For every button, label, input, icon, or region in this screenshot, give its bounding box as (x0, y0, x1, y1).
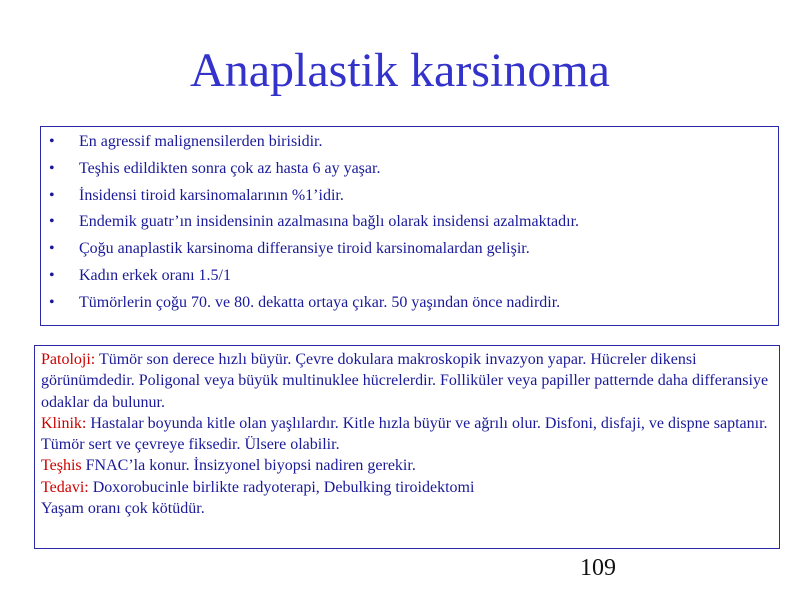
teshis-text: FNAC’la konur. İnsizyonel biyopsi nadiren gerekir. (81, 457, 416, 475)
bullet-icon: • (49, 240, 55, 258)
slide-title: Anaplastik karsinoma (190, 44, 610, 97)
bullet-icon: • (49, 133, 55, 150)
bullet-icon: • (49, 186, 55, 204)
tedavi-paragraph (41, 477, 773, 498)
bullet-list (41, 129, 778, 317)
klinik-extra-line: Tümör sert ve çevreye fiksedir. Ülsere olabilir. (41, 436, 340, 454)
tedavi-text: Doxorobucinle birlikte radyoterapi, Debulking tiroidektomi (88, 478, 475, 496)
klinik-text: Hastalar boyunda kitle olan yaşlılardır. Kitle hızla büyür ve ağrılı olur. Disfoni, disfaji, ve dispne saptanır. (86, 414, 768, 432)
details-box (34, 345, 780, 549)
bullet-text: Kadın erkek oranı 1.5/1 (79, 266, 231, 284)
bullet-icon: • (49, 293, 55, 311)
patoloji-paragraph (41, 349, 773, 413)
bullet-item (41, 236, 778, 263)
prognoz-line: Yaşam oranı çok kötüdür. (41, 500, 205, 518)
bullet-item (41, 156, 778, 183)
patoloji-text: Tümör son derece hızlı büyür. Çevre dokulara makroskopik invazyon yapar. Hücreler dikensi görünümdedir. Poligonal veya büyük multinuklee hücrelerdir. Folliküler veya papiller patternde daha differansiye odaklar da bulunur. (41, 351, 769, 411)
klinik-label: Klinik: (41, 414, 87, 432)
summary-box (40, 126, 779, 326)
klinik-paragraph (41, 413, 773, 434)
bullet-text: Çoğu anaplastik karsinoma differansiye tiroid karsinomalardan gelişir. (79, 240, 530, 258)
bullet-item (41, 183, 778, 210)
bullet-text: En agressif malignensilerden birisidir. (79, 133, 323, 150)
bullet-icon: • (49, 213, 55, 231)
bullet-text: İnsidensi tiroid karsinomalarının %1’idir. (79, 186, 344, 204)
page-number: 109 (580, 555, 616, 581)
bullet-item (41, 129, 778, 156)
bullet-text: Teşhis edildikten sonra çok az hasta 6 ay yaşar. (79, 159, 381, 177)
bullet-item (41, 263, 778, 290)
tedavi-label: Tedavi: (41, 478, 89, 496)
bullet-text: Endemik guatr’ın insidensinin azalmasına bağlı olarak insidensi azalmaktadır. (79, 213, 580, 231)
teshis-label: Teşhis (41, 457, 82, 475)
patoloji-label: Patoloji: (41, 351, 96, 368)
bullet-text: Tümörlerin çoğu 70. ve 80. dekatta ortaya çıkar. 50 yaşından önce nadirdir. (79, 293, 561, 311)
bullet-item (41, 290, 778, 317)
teshis-paragraph (41, 455, 773, 476)
bullet-icon: • (49, 266, 55, 284)
bullet-item (41, 209, 778, 236)
bullet-icon: • (49, 159, 55, 177)
